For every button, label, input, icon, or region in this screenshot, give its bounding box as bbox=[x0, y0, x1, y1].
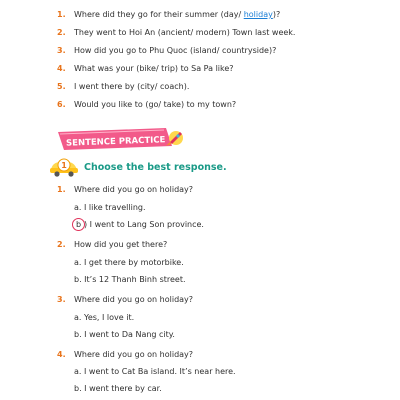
item-text: They went to Hoi An (ancient/ modern) Town last week. bbox=[74, 28, 296, 37]
option-letter: a. bbox=[74, 367, 82, 376]
task-number-badge bbox=[48, 155, 80, 177]
item-number: 2. bbox=[57, 28, 66, 37]
option-text: I went to Lang Son province. bbox=[89, 220, 204, 229]
option-letter: a. bbox=[74, 313, 82, 322]
item-number: 5. bbox=[57, 82, 66, 91]
option-b[interactable] bbox=[74, 380, 162, 398]
question-number: 3. bbox=[57, 295, 66, 304]
item-text bbox=[74, 6, 280, 24]
item-number: 6. bbox=[57, 100, 66, 109]
option-a[interactable] bbox=[74, 363, 236, 381]
option-a[interactable] bbox=[74, 199, 146, 217]
question-text: Where did you go on holiday? bbox=[74, 185, 194, 194]
question-number: 1. bbox=[57, 185, 66, 194]
question-text: Where did you go on holiday? bbox=[74, 295, 194, 304]
question-text: How did you get there? bbox=[74, 240, 168, 249]
option-text: I went to Da Nang city. bbox=[84, 330, 175, 339]
item-text-part: Where did they go for their summer (day/ bbox=[74, 10, 244, 19]
task-title: Choose the best response. bbox=[84, 162, 227, 173]
item-number: 3. bbox=[57, 46, 66, 55]
option-text: I went there by car. bbox=[84, 384, 162, 393]
option-a[interactable] bbox=[74, 309, 134, 327]
question-text: Where did you go on holiday? bbox=[74, 350, 194, 359]
item-text: Would you like to (go/ take) to my town? bbox=[74, 100, 237, 109]
option-a[interactable] bbox=[74, 254, 184, 272]
option-letter: a. bbox=[74, 258, 82, 267]
option-letter: b. bbox=[74, 275, 82, 284]
item-text-part: )? bbox=[272, 10, 281, 19]
selected-answer-circle: b bbox=[72, 218, 85, 231]
option-text: Yes, I love it. bbox=[84, 313, 135, 322]
task-number: 1 bbox=[61, 161, 67, 170]
section-banner bbox=[54, 126, 186, 152]
option-text: I went to Cat Ba island. It’s near here. bbox=[84, 367, 236, 376]
option-letter: a. bbox=[74, 203, 82, 212]
question-number: 2. bbox=[57, 240, 66, 249]
option-text: I get there by motorbike. bbox=[84, 258, 184, 267]
option-letter: b. bbox=[74, 330, 82, 339]
option-text: I like travelling. bbox=[84, 203, 146, 212]
item-text: What was your (bike/ trip) to Sa Pa like? bbox=[74, 64, 234, 73]
option-b[interactable] bbox=[74, 326, 175, 344]
item-number: 4. bbox=[57, 64, 66, 73]
option-letter: b. bbox=[74, 384, 82, 393]
banner-title: SENTENCE PRACTICE bbox=[65, 135, 166, 149]
item-text: How did you go to Phu Quoc (island/ countryside)? bbox=[74, 46, 277, 55]
item-number: 1. bbox=[57, 10, 66, 19]
item-text: I went there by (city/ coach). bbox=[74, 82, 190, 91]
option-text: It’s 12 Thanh Binh street. bbox=[84, 275, 186, 284]
option-b[interactable] bbox=[74, 271, 186, 289]
answer-link[interactable]: holiday bbox=[243, 10, 273, 19]
option-b-selected[interactable]: b ) I went to Lang Son province. bbox=[74, 216, 204, 234]
question-number: 4. bbox=[57, 350, 66, 359]
